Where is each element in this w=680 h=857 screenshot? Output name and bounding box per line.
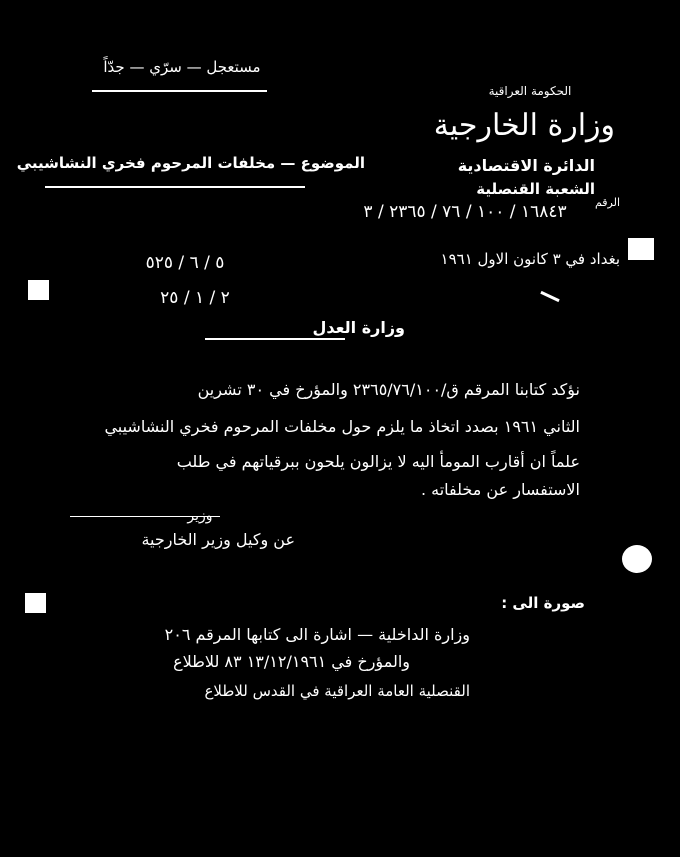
body-line-1: نؤكد كتابنا المرقم ق/٢٣٦٥/٧٦/١٠٠ والمؤرخ في ٣٠ تشرين [197,380,580,399]
dateline: بغداد في ٣ كانون الاول ١٩٦١ [440,250,620,268]
body-line-4: الاستفسار عن مخلفاته . [420,480,580,499]
signature-stamp: وزير [187,508,213,524]
incoming-sub-number: ٢ / ١ / ٢٥ [160,288,230,308]
reference-label: الرقم [594,196,620,209]
copy-to-item-2: والمؤرخ في ١٣/١٢/١٩٦١ ٨٣ للاطلاع [173,652,410,671]
punch-mark-left [28,280,49,300]
punch-mark-left-2 [25,593,46,613]
punch-hole-right [622,545,652,573]
subject-line: الموضوع — مخلفات المرحوم فخري النشاشيبي [16,154,365,172]
signature-line: عن وكيل وزير الخارجية [141,530,295,549]
body-line-2: الثاني ١٩٦١ بصدد اتخاذ ما يلزم حول مخلفات المرحوم فخري النشاشيبي [104,417,580,436]
top-note: مستعجل — سرّي — جدّاً [103,58,261,76]
copy-to-item-3: القنصلية العامة العراقية في القدس للاطلاع [204,682,470,700]
margin-marker [628,238,654,260]
recipient: وزارة العدل [312,318,405,337]
crown-label: الحكومة العراقية [488,84,572,98]
copy-to-label: صورة الى : [501,594,585,612]
body-line-3: علماً ان أقارب المومأ اليه لا يزالون يلحون ببرقياتهم في طلب [176,452,580,471]
incoming-number: ٥ / ٦ / ٥٢٥ [145,253,225,273]
section-name: الشعبة القنصلية [476,180,595,198]
ministry-name: وزارة الخارجية [433,108,615,143]
copy-to-item-1: وزارة الداخلية — اشارة الى كتابها المرقم ٢٠٦ [164,625,470,644]
recipient-underline [205,338,345,340]
department-name: الدائرة الاقتصادية [457,156,595,175]
subject-underline [45,186,305,188]
dash-mark [540,291,559,302]
reference-number: ١٦٨٤٣ / ١٠٠ / ٧٦ / ٢٣٦٥ / ٣ [363,202,567,222]
top-note-underline [92,90,267,92]
